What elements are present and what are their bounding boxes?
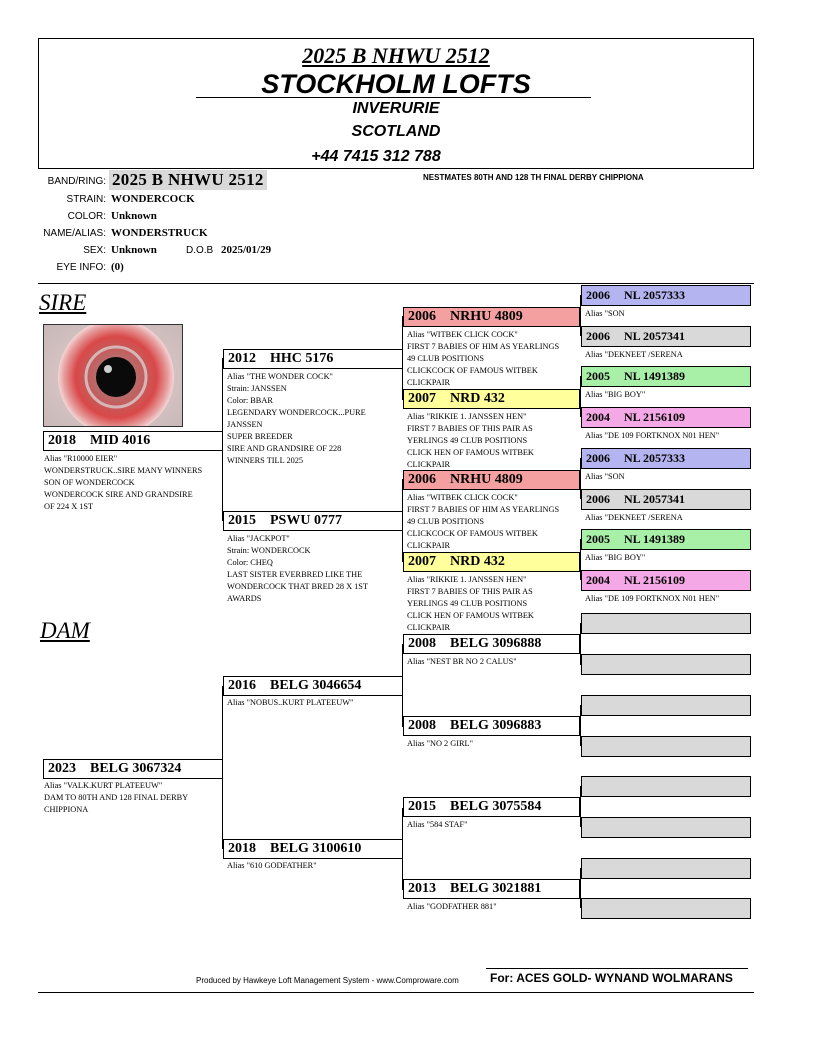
g3-ring-box-8[interactable]	[403, 879, 580, 899]
ring-number: BELG 3096883	[450, 718, 542, 733]
note-line: Color: BBAR	[227, 396, 273, 405]
g4-empty-box[interactable]	[581, 776, 751, 797]
note-line: CLICK HEN OF FAMOUS WITBEK	[407, 448, 534, 457]
ring-year: 2016	[228, 678, 256, 693]
footer-owner: For: ACES GOLD- WYNAND WOLMARANS	[490, 971, 733, 985]
ring-year: 2006	[586, 329, 610, 343]
band-label: BAND/RING:	[47, 176, 106, 187]
note-line: CLICK HEN OF FAMOUS WITBEK	[407, 611, 534, 620]
note-line: Alias "GODFATHER 881"	[407, 902, 497, 911]
ring-year: 2018	[228, 841, 256, 856]
ring-year: 2012	[228, 351, 256, 366]
eye-info-label: EYE INFO:	[56, 262, 106, 273]
g4-alias-7: Alias "BIG BOY"	[585, 553, 646, 562]
ring-number: NL 2057333	[624, 288, 686, 302]
note-line: FIRST 7 BABIES OF HIM AS YEARLINGS	[407, 505, 560, 514]
name-label: NAME/ALIAS:	[43, 228, 106, 239]
ring-number: NL 2156109	[624, 573, 686, 587]
ring-year: 2005	[586, 369, 610, 383]
g3-ring-box-6[interactable]	[403, 716, 580, 736]
g3-ring-box-5[interactable]	[403, 634, 580, 654]
loft-city: INVERURIE	[352, 100, 440, 117]
note-line: Alias "NOBUS..KURT PLATEEUW"	[227, 698, 354, 707]
ring-number: NRHU 4809	[450, 472, 523, 487]
g4-ring-box-7[interactable]	[581, 529, 751, 550]
header-underline	[196, 97, 591, 98]
ring-number: BELG 3021881	[450, 881, 542, 896]
loft-phone: +44 7415 312 788	[311, 148, 441, 165]
sire-section-label: SIRE	[39, 290, 87, 315]
nestmates-note: NESTMATES 80TH AND 128 TH FINAL DERBY CHIPPIONA	[423, 173, 644, 182]
g4-ring-box-6[interactable]	[581, 489, 751, 510]
color-label: COLOR:	[67, 211, 106, 222]
connector	[222, 441, 223, 521]
g3-ring-box-1[interactable]	[403, 307, 580, 327]
g3-ring-box-2[interactable]	[403, 389, 580, 409]
ring-year: 2006	[586, 451, 610, 465]
ring-year: 2008	[408, 718, 436, 733]
header-band-number: 2025 B NHWU 2512	[302, 43, 490, 68]
g4-empty-box[interactable]	[581, 613, 751, 634]
connector	[222, 686, 223, 769]
note-line: Alias "JACKPOT"	[227, 534, 290, 543]
note-line: FIRST 7 BABIES OF HIM AS YEARLINGS	[407, 342, 560, 351]
g4-alias-6: Alias "DEKNEET /SERENA	[585, 513, 683, 522]
g3-notes-4	[407, 574, 534, 634]
g4-empty-box[interactable]	[581, 695, 751, 716]
note-line: CLICKPAIR	[407, 623, 451, 632]
note-line: Alias "R10000 EIER"	[44, 454, 118, 463]
sire-notes	[44, 453, 202, 513]
ring-number: BELG 3100610	[270, 841, 362, 856]
g4-empty-box[interactable]	[581, 898, 751, 919]
ring-year: 2007	[408, 554, 436, 569]
g4-ring-box-8[interactable]	[581, 570, 751, 591]
g4-ring-box-2[interactable]	[581, 326, 751, 347]
dob-label: D.O.B	[186, 245, 214, 256]
g4-empty-box[interactable]	[581, 817, 751, 838]
ring-year: 2004	[586, 573, 610, 587]
ring-number: BELG 3096888	[450, 636, 542, 651]
ring-year: 2004	[586, 410, 610, 424]
note-line: WONDERSTRUCK..SIRE MANY WINNERS	[44, 466, 203, 475]
sex-label: SEX:	[83, 245, 106, 256]
g3-notes-3	[407, 492, 559, 552]
note-line: Alias "584 STAF"	[407, 820, 468, 829]
ring-year: 2015	[228, 513, 256, 528]
g3-notes-7	[407, 819, 468, 831]
note-line: Alias "VALK.KURT PLATEEUW"	[44, 781, 163, 790]
eye-info-value: (0)	[111, 261, 124, 273]
footer-signature-line	[486, 968, 748, 969]
note-line: CLICKPAIR	[407, 541, 451, 550]
dam-ring-box[interactable]	[43, 759, 223, 779]
note-line: Alias "610 GODFATHER"	[227, 861, 317, 870]
note-line: SUPER BREEDER	[227, 432, 293, 441]
color-value: Unknown	[111, 210, 157, 222]
note-line: JANSSEN	[227, 420, 263, 429]
strain-label: STRAIN:	[66, 194, 106, 205]
g3-notes-6	[407, 738, 473, 750]
ring-number: NRD 432	[450, 391, 505, 406]
dam-sire-notes	[227, 697, 353, 709]
connector	[222, 769, 223, 849]
g3-ring-box-4[interactable]	[403, 552, 580, 572]
ring-number: BELG 3075584	[450, 799, 542, 814]
g4-alias-1: Alias "SON	[585, 309, 625, 318]
g4-alias-8: Alias "DE 109 FORTKNOX N01 HEN"	[585, 594, 720, 603]
note-line: FIRST 7 BABIES OF THIS PAIR AS	[407, 587, 533, 596]
ring-number: NL 2057341	[624, 329, 686, 343]
eye-photo-graphic	[44, 325, 183, 427]
ring-year: 2006	[408, 472, 436, 487]
g3-ring-box-7[interactable]	[403, 797, 580, 817]
note-line: CLICKCOCK OF FAMOUS WITBEK	[407, 529, 538, 538]
note-line: OF 224 X 1ST	[44, 502, 94, 511]
note-line: LAST SISTER EVERBRED LIKE THE	[227, 570, 363, 579]
note-line: Alias "THE WONDER COCK"	[227, 372, 333, 381]
g4-ring-box-5[interactable]	[581, 448, 751, 469]
ring-number: NL 1491389	[624, 532, 686, 546]
loft-name: STOCKHOLM LOFTS	[261, 69, 531, 99]
note-line: Strain: WONDERCOCK	[227, 546, 311, 555]
note-line: SIRE AND GRANDSIRE OF 228	[227, 444, 342, 453]
sire-year: 2018	[48, 433, 76, 448]
g3-notes-8	[407, 901, 497, 913]
header-box	[38, 38, 754, 169]
ring-year: 2006	[586, 288, 610, 302]
note-line: WONDERCOCK THAT BRED 28 X 1ST	[227, 582, 368, 591]
note-line: Alias "RIKKIE 1. JANSSEN HEN"	[407, 412, 527, 421]
dam-dam-notes	[227, 860, 317, 872]
ring-year: 2008	[408, 636, 436, 651]
band-value: 2025 B NHWU 2512	[109, 170, 267, 190]
dam-sire-ring-box[interactable]	[223, 676, 403, 696]
dam-dam-ring-box[interactable]	[223, 839, 403, 859]
g3-notes-2	[407, 411, 534, 471]
note-line: Color: CHEQ	[227, 558, 273, 567]
g3-notes-1	[407, 329, 559, 389]
note-line: Alias "WITBEK CLICK COCK"	[407, 493, 518, 502]
note-line: FIRST 7 BABIES OF THIS PAIR AS	[407, 424, 533, 433]
g4-alias-5: Alias "SON	[585, 472, 625, 481]
ring-year: 2006	[586, 492, 610, 506]
note-line: WONDERCOCK SIRE AND GRANDSIRE	[44, 490, 193, 499]
ring-number: NL 1491389	[624, 369, 686, 383]
eye-photo	[43, 324, 183, 427]
dam-year: 2023	[48, 761, 76, 776]
g3-notes-5	[407, 656, 517, 668]
ring-number: NRD 432	[450, 554, 505, 569]
ring-year: 2006	[408, 309, 436, 324]
note-line: YERLINGS 49 CLUB POSITIONS	[407, 599, 528, 608]
g4-ring-box-4[interactable]	[581, 407, 751, 428]
ring-year: 2005	[586, 532, 610, 546]
ring-year: 2015	[408, 799, 436, 814]
ring-number: NL 2057341	[624, 492, 686, 506]
ring-number: NL 2057333	[624, 451, 686, 465]
sire-ring: MID 4016	[90, 433, 151, 448]
note-line: WINNERS TILL 2025	[227, 456, 304, 465]
g3-ring-box-3[interactable]	[403, 470, 580, 490]
dam-section-label: DAM	[40, 618, 90, 643]
note-line: CHIPPIONA	[44, 805, 89, 814]
note-line: 49 CLUB POSITIONS	[407, 517, 484, 526]
note-line: Alias "NEST BR NO 2 CALUS"	[407, 657, 517, 666]
footer-produced-by: Produced by Hawkeye Loft Management System - www.Comproware.com	[196, 976, 459, 985]
ring-year: 2013	[408, 881, 436, 896]
divider-bottom	[38, 992, 754, 993]
ring-number: NRHU 4809	[450, 309, 523, 324]
divider-top	[38, 283, 754, 284]
note-line: CLICKPAIR	[407, 378, 451, 387]
sire-dam-ring-box[interactable]	[223, 511, 403, 531]
g4-alias-3: Alias "BIG BOY"	[585, 390, 646, 399]
g4-empty-box[interactable]	[581, 736, 751, 757]
loft-country: SCOTLAND	[351, 123, 441, 140]
note-line: AWARDS	[227, 594, 262, 603]
g4-alias-4: Alias "DE 109 FORTKNOX N01 HEN"	[585, 431, 720, 440]
strain-value: WONDERCOCK	[111, 193, 195, 205]
sire-sire-notes	[227, 371, 366, 467]
note-line: SON OF WONDERCOCK	[44, 478, 135, 487]
note-line: CLICKCOCK OF FAMOUS WITBEK	[407, 366, 538, 375]
g4-empty-box[interactable]	[581, 654, 751, 675]
g4-empty-box[interactable]	[581, 858, 751, 879]
sex-value: Unknown	[111, 244, 157, 256]
name-value: WONDERSTRUCK	[111, 227, 208, 239]
dam-notes	[44, 780, 188, 816]
sire-sire-ring-box[interactable]	[223, 349, 403, 369]
ring-year: 2007	[408, 391, 436, 406]
sire-dam-notes	[227, 533, 368, 605]
dob-value: 2025/01/29	[221, 244, 272, 256]
dam-ring: BELG 3067324	[90, 761, 182, 776]
note-line: Strain: JANSSEN	[227, 384, 287, 393]
connector	[222, 358, 223, 441]
note-line: Alias "WITBEK CLICK COCK"	[407, 330, 518, 339]
note-line: CLICKPAIR	[407, 460, 451, 469]
ring-number: PSWU 0777	[270, 513, 342, 528]
ring-number: BELG 3046654	[270, 678, 362, 693]
g4-ring-box-3[interactable]	[581, 366, 751, 387]
ring-number: NL 2156109	[624, 410, 686, 424]
note-line: Alias "RIKKIE 1. JANSSEN HEN"	[407, 575, 527, 584]
sire-ring-box[interactable]	[43, 431, 223, 451]
note-line: Alias "NO 2 GIRL"	[407, 739, 473, 748]
note-line: 49 CLUB POSITIONS	[407, 354, 484, 363]
note-line: YERLINGS 49 CLUB POSITIONS	[407, 436, 528, 445]
g4-alias-2: Alias "DEKNEET /SERENA	[585, 350, 683, 359]
g4-ring-box-1[interactable]	[581, 285, 751, 306]
note-line: DAM TO 80TH AND 128 FINAL DERBY	[44, 793, 189, 802]
ring-number: HHC 5176	[270, 351, 334, 366]
note-line: LEGENDARY WONDERCOCK...PURE	[227, 408, 366, 417]
